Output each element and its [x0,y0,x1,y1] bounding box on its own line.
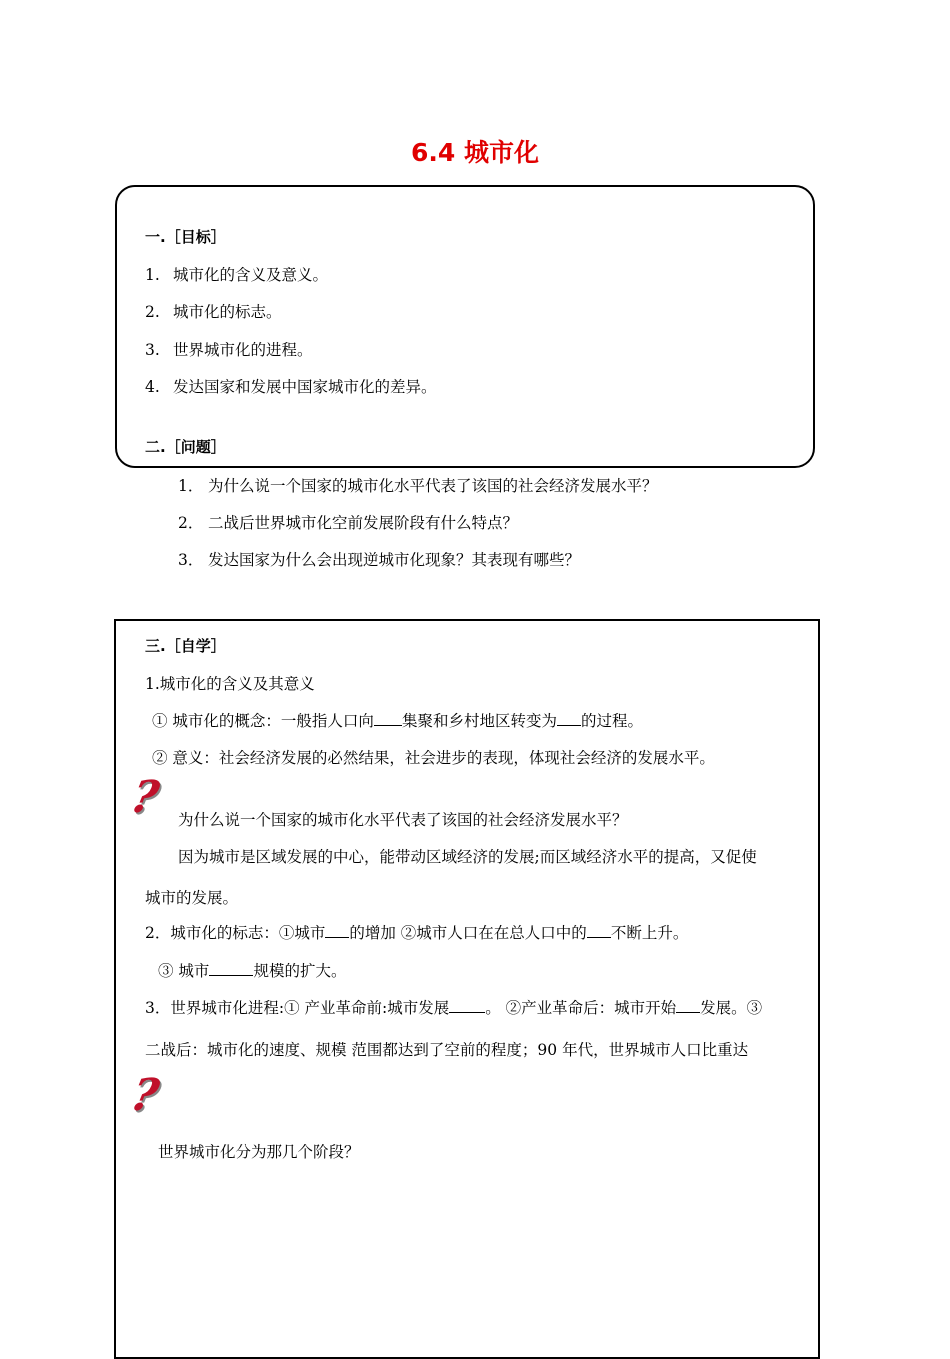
goal-num: 2. [145,303,160,321]
questions-heading: 二.［问题］ [145,438,226,456]
self-study-heading: 三.［自学］ [145,637,226,655]
goal-num: 1. [145,266,160,284]
question-text: 发达国家为什么会出现逆城市化现象？其表现有哪些？ [208,551,581,569]
section-2-line [145,921,688,943]
answer-line-2: 城市的发展。 [145,889,239,907]
goal-item [145,375,437,397]
s3-text-b: 。 ②产业革命后：城市开始 [485,999,677,1017]
meaning-line: ② 意义：社会经济发展的必然结果，社会进步的表现，体现社会经济的发展水平。 [152,749,715,767]
section-1-title: 1.城市化的含义及其意义 [145,675,315,693]
s3-text-a: 3．世界城市化进程:① 产业革命前:城市发展 [145,999,450,1017]
question-item [178,474,658,496]
fill-blank[interactable] [325,923,349,938]
concept-text-a: ① 城市化的概念：一般指人口向 [152,712,374,730]
think-question-1: 为什么说一个国家的城市化水平代表了该国的社会经济发展水平？ [178,811,628,829]
page-title: 6.4 城市化 [411,138,539,167]
section-3-line-2: 二战后：城市化的速度、规模 范围都达到了空前的程度；90 年代，世界城市人口比重达 [145,1041,749,1059]
question-num: 2． [178,514,204,532]
question-text: 二战后世界城市化空前发展阶段有什么特点？ [208,514,519,532]
goal-text: 世界城市化的进程。 [173,341,313,359]
goal-num: 4. [145,378,160,396]
answer-line-1: 因为城市是区域发展的中心，能带动区域经济的发展;而区域经济水平的提高，又促使 [178,848,757,866]
goals-heading: 一.［目标］ [145,228,226,246]
section-2-line-2 [158,959,346,981]
s2-text-d: ③ 城市 [158,962,210,980]
question-text: 为什么说一个国家的城市化水平代表了该国的社会经济发展水平？ [208,477,658,495]
goal-item [145,300,282,322]
question-mark-icon: ? [126,772,164,823]
section-3-line [145,996,762,1018]
goal-text: 发达国家和发展中国家城市化的差异。 [173,378,437,396]
goal-item [145,263,328,285]
fill-blank[interactable] [557,711,581,726]
fill-blank[interactable] [374,711,402,726]
goal-text: 城市化的含义及意义。 [173,266,329,284]
question-num: 3． [178,551,204,569]
s2-text-b: 的增加 ②城市人口在在总人口中的 [349,924,587,942]
concept-text-c: 的过程。 [580,712,643,730]
concept-line [152,709,643,731]
s2-text-e: 规模的扩大。 [253,962,347,980]
s2-text-c: 不断上升。 [610,924,689,942]
question-item [178,548,580,570]
goal-num: 3. [145,341,160,359]
goal-text: 城市化的标志。 [173,303,282,321]
fill-blank[interactable] [587,923,611,938]
question-num: 1． [178,477,204,495]
concept-text-b: 集聚和乡村地区转变为 [401,712,557,730]
s3-text-c: 发展。③ [700,999,763,1017]
fill-blank[interactable] [209,961,253,976]
question-item [178,511,518,533]
s2-text-a: 2．城市化的标志：①城市 [145,924,326,942]
question-mark-icon: ? [126,1070,164,1121]
think-question-2: 世界城市化分为那几个阶段？ [158,1143,360,1161]
fill-blank[interactable] [676,998,700,1013]
fill-blank[interactable] [449,998,485,1013]
goal-item [145,338,313,360]
